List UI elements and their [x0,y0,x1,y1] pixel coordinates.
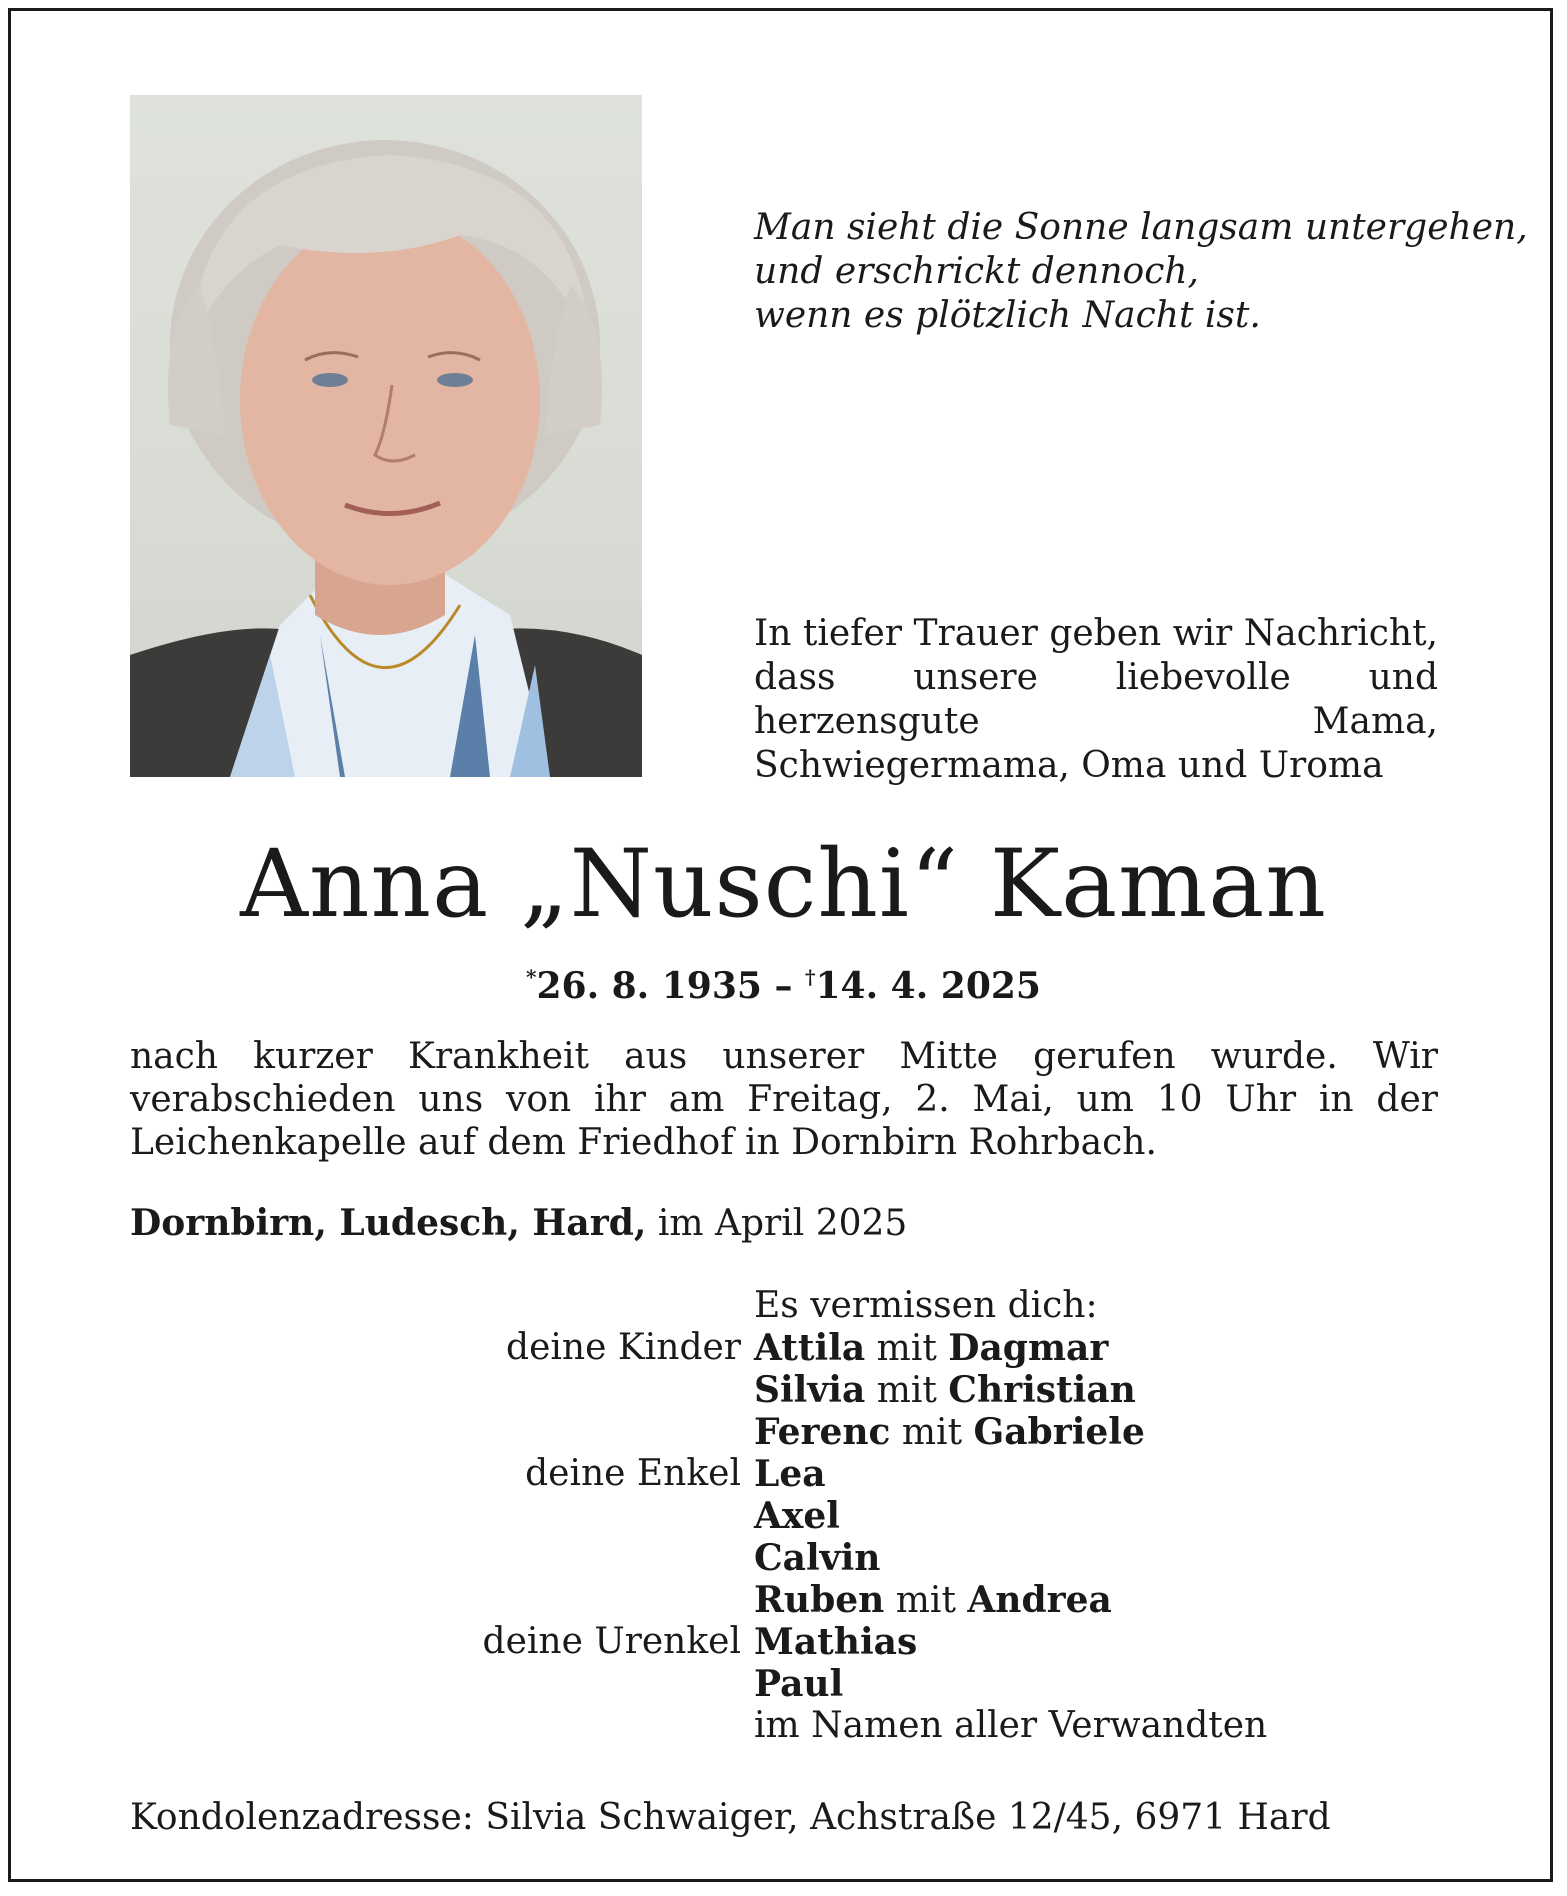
mourner-names [754,1495,840,1538]
mourner-row [0,1663,1567,1705]
memorial-quote [754,206,1528,338]
quote-line: Man sieht die Sonne langsam untergehen, [754,207,1528,248]
quote-line: und erschrickt dennoch, [754,251,1199,292]
relation-label: deine Kinder [506,1327,741,1368]
mourner-row [0,1579,1567,1621]
mourner-name: Axel [754,1495,840,1537]
deceased-name: Anna „Nuschi“ Kaman [240,830,1327,939]
mourner-row [0,1327,1567,1369]
mourner-names [754,1663,843,1706]
mourner-row [0,1453,1567,1495]
mourners-heading: Es vermissen dich: [754,1285,1098,1326]
mourners-footer-row [0,1705,1567,1747]
mourner-names [754,1453,826,1496]
funeral-announcement: nach kurzer Krankheit aus unserer Mitte gerufen wurde. Wir verabschieden uns von ihr am Freitag, 2. Mai, um 10 Uhr in der Leichenkapelle auf dem Friedhof in Dornbirn Rohrbach. [130,1036,1438,1163]
mourner-name: Paul [754,1663,844,1705]
towns: Dornbirn, Ludesch, Hard, [130,1202,647,1244]
birth-date: 26. 8. 1935 [536,965,762,1007]
mourner-row [0,1411,1567,1453]
mourner-name: Ferenc [754,1411,891,1453]
mourner-partner-name: Christian [948,1369,1136,1411]
month-year: im April 2025 [646,1203,908,1244]
life-dates [0,955,1567,1008]
death-date: 14. 4. 2025 [815,965,1041,1007]
mourner-name: Attila [754,1327,866,1369]
mourners-footer: im Namen aller Verwandten [754,1705,1268,1746]
mourner-conjunction: mit [865,1328,949,1369]
place-and-date [130,1201,907,1246]
mourner-partner-name: Dagmar [948,1327,1109,1369]
mourner-names [754,1411,1145,1454]
mourner-partner-name: Gabriele [973,1411,1145,1453]
intro-text: In tiefer Trauer geben wir Nachricht, dass unsere liebevolle und herzensgute Mama, Schwiegermama, Oma und Uroma [754,613,1438,786]
mourners-heading-row [0,1285,1567,1327]
mourner-name: Lea [754,1453,826,1495]
death-symbol: † [805,965,816,989]
mourners-list [0,1285,1567,1747]
relation-label: deine Urenkel [482,1621,741,1662]
mourner-partner-name: Andrea [967,1579,1112,1621]
mourner-conjunction: mit [884,1580,968,1621]
birth-symbol: * [526,965,537,989]
mourner-conjunction: mit [865,1370,949,1411]
portrait-photo [130,95,642,777]
mourner-row [0,1537,1567,1579]
relation-label: deine Enkel [525,1453,741,1494]
mourner-name: Ruben [754,1579,885,1621]
quote-line: wenn es plötzlich Nacht ist. [754,295,1261,336]
mourner-name: Silvia [754,1369,866,1411]
condolence-address: Kondolenzadresse: Silvia Schwaiger, Achstraße 12/45, 6971 Hard [130,1797,1331,1838]
mourner-name: Calvin [754,1537,881,1579]
date-separator: – [761,965,806,1007]
mourner-names [754,1537,880,1580]
mourner-names [754,1579,1112,1622]
mourner-name: Mathias [754,1621,918,1663]
mourner-conjunction: mit [890,1412,974,1453]
mourner-row [0,1621,1567,1663]
mourner-row [0,1369,1567,1411]
mourner-names [754,1369,1136,1412]
mourner-names [754,1327,1108,1370]
mourner-row [0,1495,1567,1537]
mourner-names [754,1621,917,1664]
